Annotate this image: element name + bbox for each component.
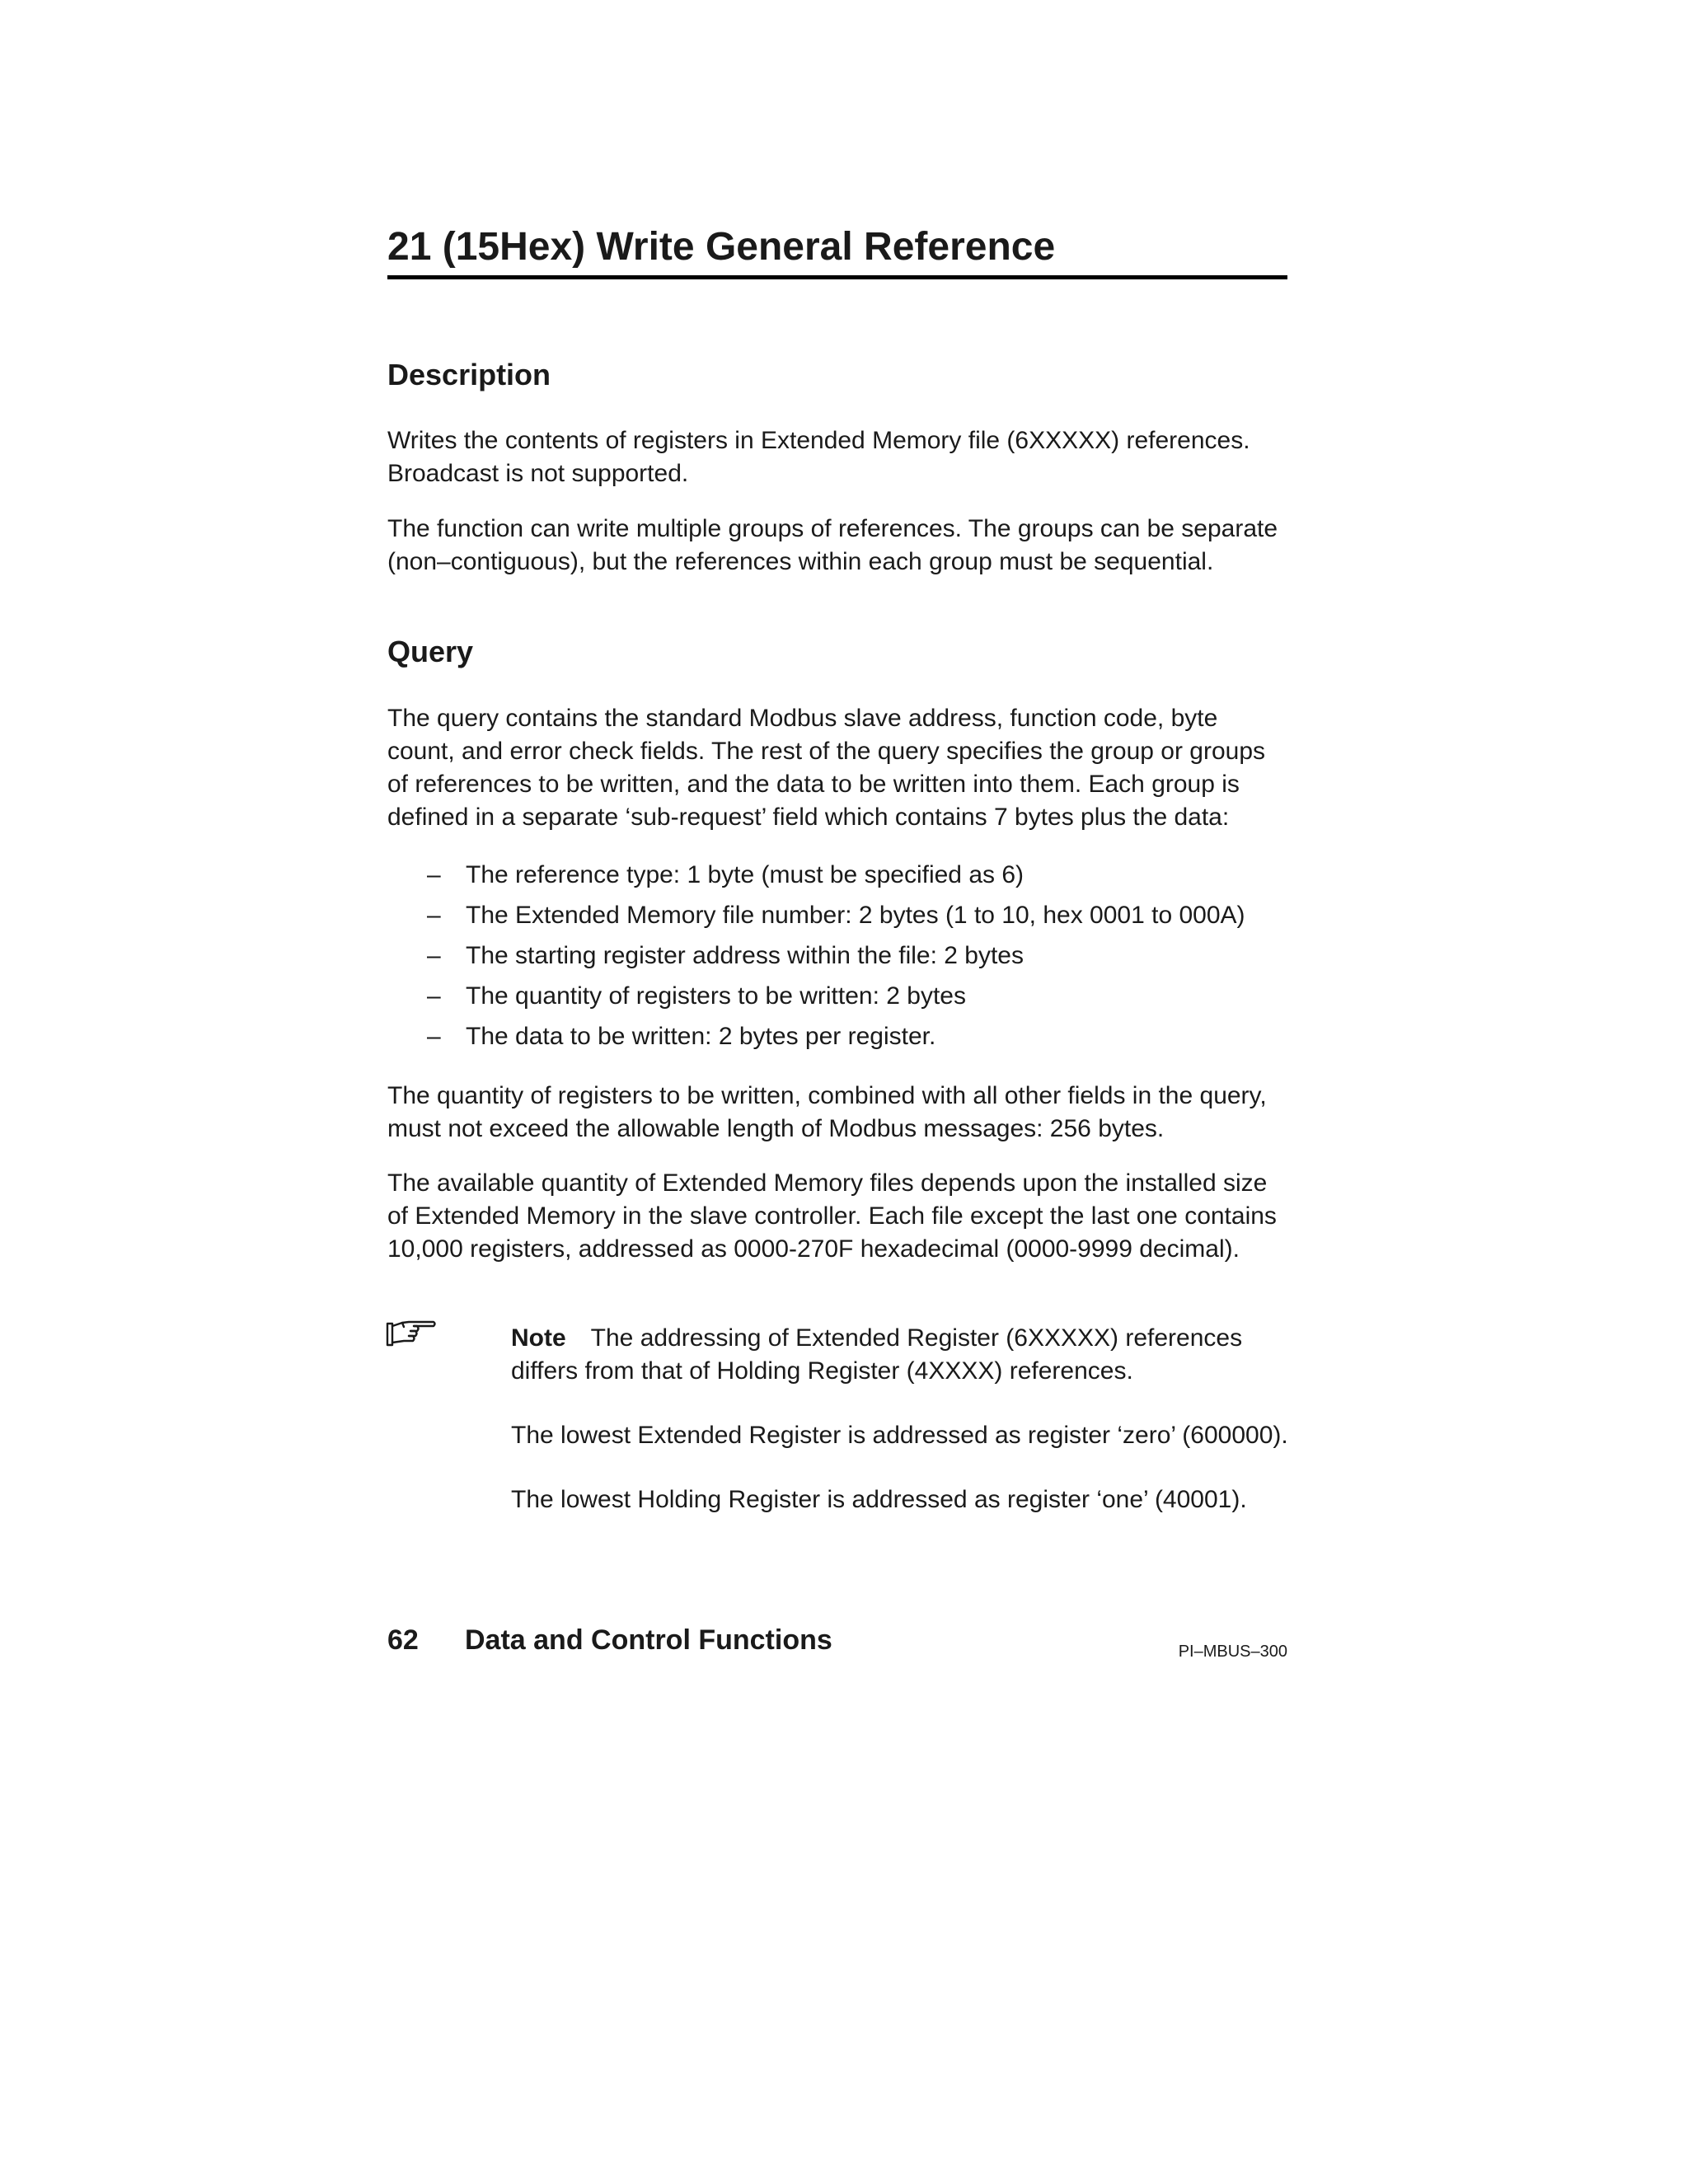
text-line: of references to be written, and the data to be written into them. Each group is [387, 771, 1240, 798]
page-number: 62 [387, 1624, 419, 1656]
text-line: defined in a separate ‘sub-request’ field which contains 7 bytes plus the data: [387, 804, 1230, 831]
description-paragraph-2 [387, 513, 1278, 579]
note-paragraph-1 [511, 1322, 1242, 1388]
text-line: of Extended Memory in the slave controller. Each file except the last one contains [387, 1202, 1277, 1230]
text-line: The quantity of registers to be written, combined with all other fields in the query, [387, 1082, 1267, 1109]
text-line: The available quantity of Extended Memory files depends upon the installed size [387, 1169, 1268, 1197]
footer-section-title: Data and Control Functions [465, 1624, 832, 1656]
bullet-dash: – [427, 1023, 441, 1050]
pointing-hand-icon [386, 1319, 437, 1348]
list-item-text: The reference type: 1 byte (must be specified as 6) [466, 861, 1025, 888]
list-item-text: The quantity of registers to be written: 2 bytes [466, 982, 966, 1010]
page-title: 21 (15Hex) Write General Reference [387, 225, 1056, 269]
bullet-dash: – [427, 942, 441, 969]
text-line: Broadcast is not supported. [387, 460, 689, 487]
query-paragraph-2 [387, 1080, 1267, 1146]
bullet-dash: – [427, 861, 441, 888]
note-paragraph-3 [511, 1483, 1247, 1516]
note-first-line [511, 1322, 1242, 1355]
query-paragraph-3 [387, 1167, 1277, 1266]
note-text: differs from that of Holding Register (4XXXX) references. [511, 1357, 1133, 1385]
list-item [387, 899, 1245, 940]
note-paragraph-2 [511, 1419, 1288, 1452]
note-label: Note [511, 1324, 566, 1352]
description-paragraph-1 [387, 424, 1250, 490]
list-item-text: The Extended Memory file number: 2 bytes (1 to 10, hex 0001 to 000A) [466, 902, 1245, 929]
text-line: The function can write multiple groups of references. The groups can be separate [387, 515, 1278, 542]
list-item [387, 980, 1245, 1020]
text-line: count, and error check fields. The rest of the query specifies the group or groups [387, 738, 1266, 765]
note-text: The addressing of Extended Register (6XXXXX) references [590, 1324, 1243, 1352]
query-heading: Query [387, 635, 474, 668]
footer-document-id: PI–MBUS–300 [1178, 1643, 1287, 1661]
text-line: Writes the contents of registers in Extended Memory file (6XXXXX) references. [387, 427, 1250, 454]
note-text: The lowest Extended Register is addressed as register ‘zero’ (600000). [511, 1422, 1288, 1449]
list-item [387, 1020, 1245, 1061]
list-item-text: The data to be written: 2 bytes per register. [466, 1023, 936, 1050]
text-line: 10,000 registers, addressed as 0000-270F hexadecimal (0000-9999 decimal). [387, 1235, 1240, 1263]
bullet-dash: – [427, 902, 441, 929]
text-line: must not exceed the allowable length of Modbus messages: 256 bytes. [387, 1115, 1165, 1142]
query-paragraph-1 [387, 702, 1265, 834]
text-line: The query contains the standard Modbus slave address, function code, byte [387, 705, 1218, 732]
list-item [387, 859, 1245, 899]
title-underline [387, 275, 1287, 279]
bullet-dash: – [427, 982, 441, 1010]
description-heading: Description [387, 358, 551, 391]
list-item-text: The starting register address within the file: 2 bytes [466, 942, 1024, 969]
sub-request-field-list [387, 859, 1245, 1061]
note-text: The lowest Holding Register is addressed as register ‘one’ (40001). [511, 1486, 1247, 1513]
list-item [387, 940, 1245, 980]
text-line: (non–contiguous), but the references within each group must be sequential. [387, 548, 1214, 575]
